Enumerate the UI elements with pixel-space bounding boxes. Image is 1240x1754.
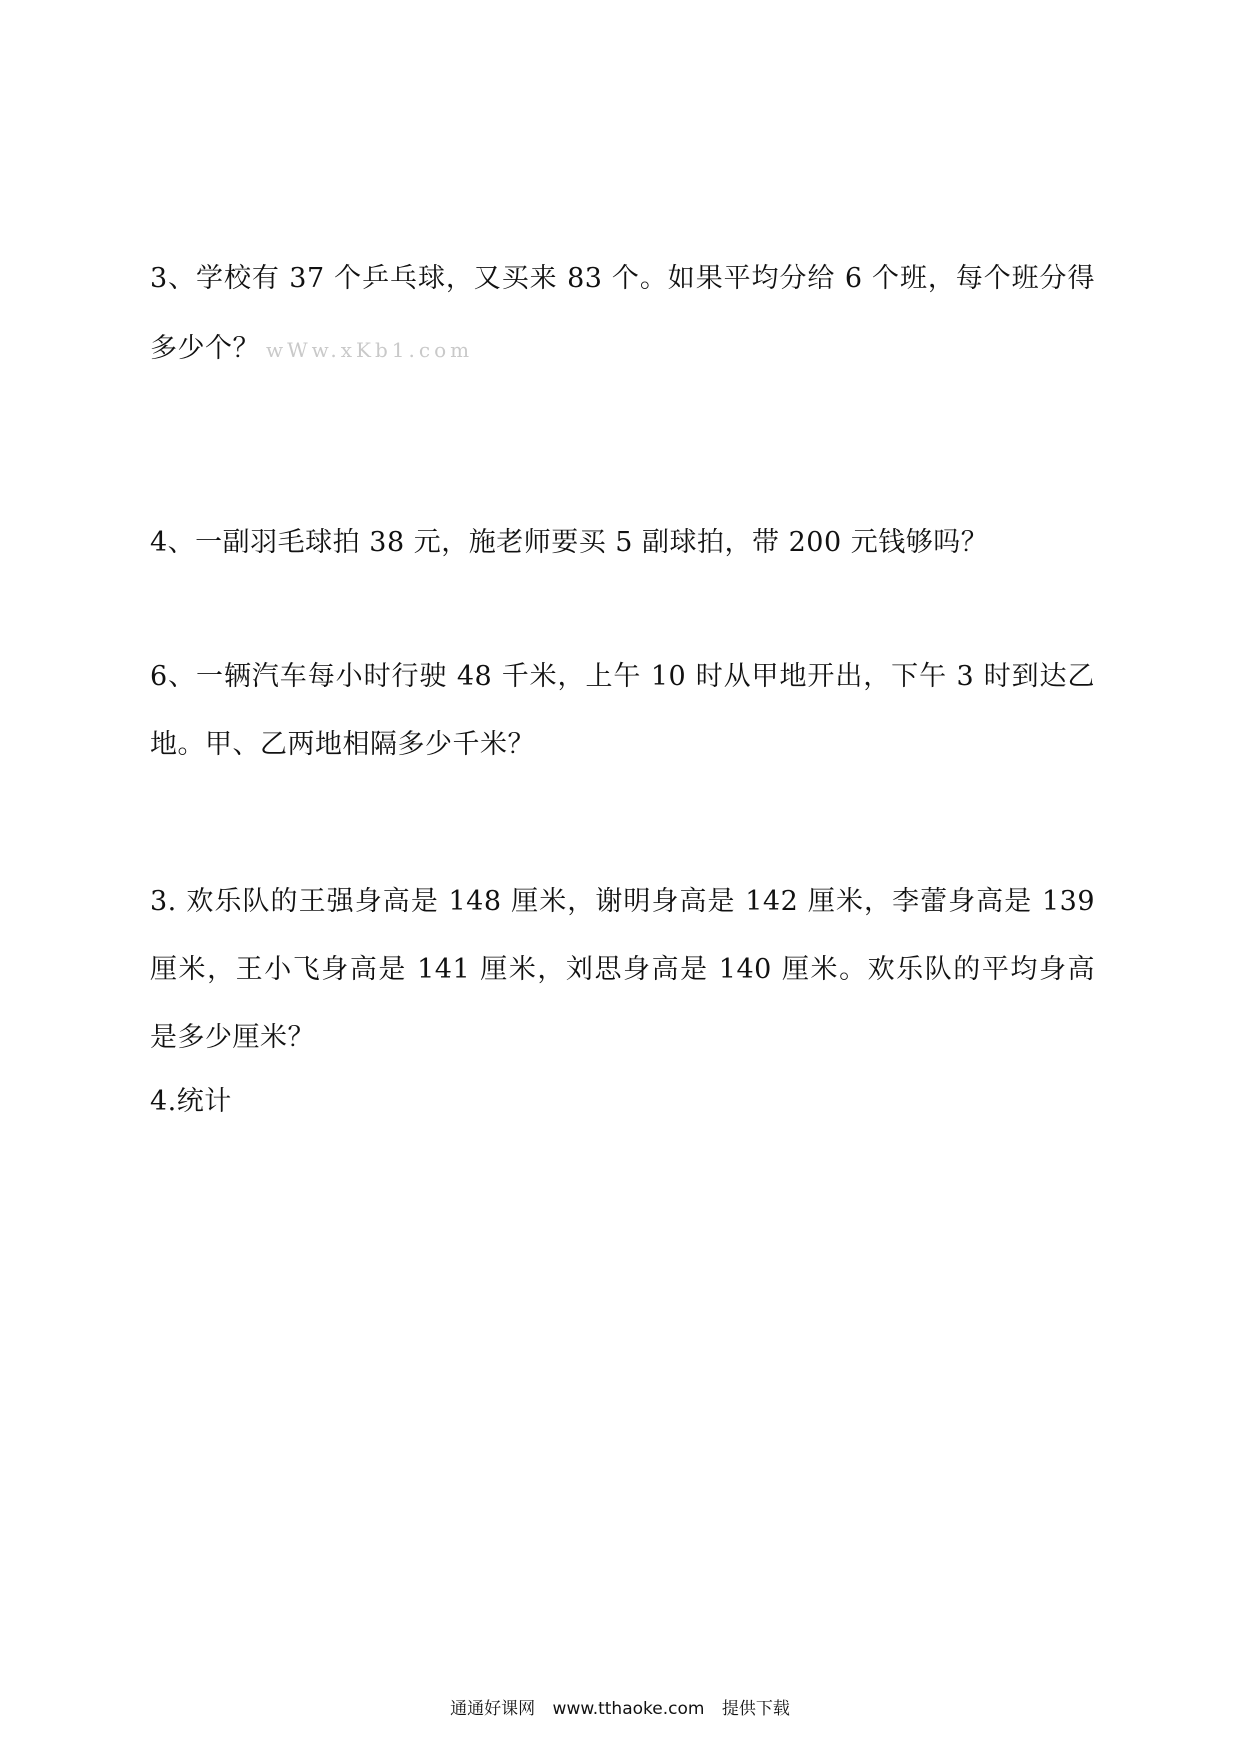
problem-heights-line-1: 3. 欢乐队的王强身高是 148 厘米，谢明身高是 142 厘米，李蕾身高是 139 bbox=[150, 886, 1095, 917]
problem-3-line-2 bbox=[150, 332, 473, 367]
problem-3-line-1: 3、学校有 37 个乒乓球，又买来 83 个。如果平均分给 6 个班，每个班分得 bbox=[150, 263, 1095, 294]
problem-heights-line-3: 是多少厘米？ bbox=[150, 1022, 315, 1053]
problem-heights-line-2: 厘米，王小飞身高是 141 厘米，刘思身高是 140 厘米。欢乐队的平均身高 bbox=[150, 954, 1095, 985]
watermark-text: wWw.xKb1.com bbox=[266, 338, 474, 362]
footer-suffix: 提供下载 bbox=[721, 1699, 790, 1719]
problem-6-line-1: 6、一辆汽车每小时行驶 48 千米，上午 10 时从甲地开出，下午 3 时到达乙 bbox=[150, 661, 1095, 692]
page-footer bbox=[0, 1697, 1240, 1721]
problem-3-line-2-text: 多少个？ bbox=[150, 333, 260, 364]
section-heading: 4.统计 bbox=[150, 1086, 232, 1117]
footer-url: www.tthaoke.com bbox=[552, 1699, 705, 1719]
problem-6-line-2: 地。甲、乙两地相隔多少千米？ bbox=[150, 729, 535, 760]
problem-4-line-1: 4、一副羽毛球拍 38 元，施老师要买 5 副球拍，带 200 元钱够吗？ bbox=[150, 527, 989, 558]
footer-site-name: 通通好课网 bbox=[450, 1699, 536, 1719]
